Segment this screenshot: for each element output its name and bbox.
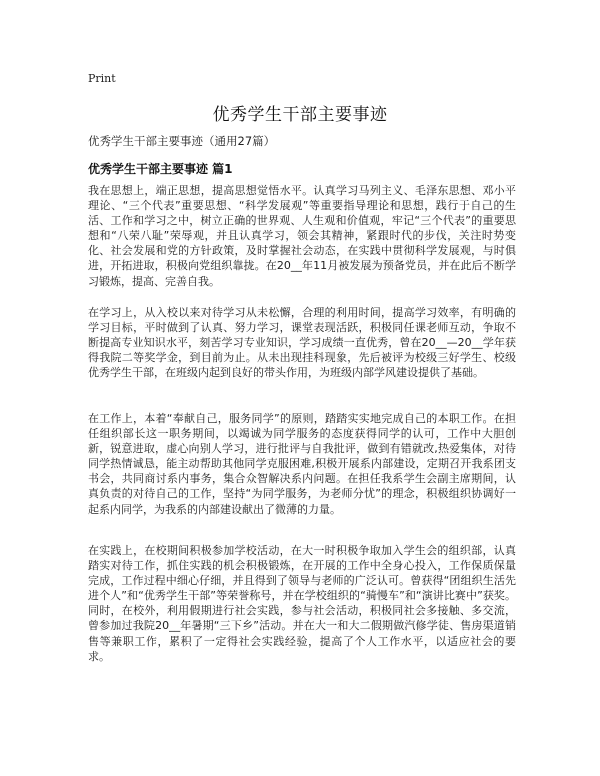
- document-title: 优秀学生干部主要事迹: [212, 105, 388, 125]
- paragraph-study: 在学习上，从入校以来对待学习从未松懈，合理的利用时间，提高学习效率，有明确的学习目标，平时做到了认真、努力学习，课堂表现活跃，积极同任课老师互动，争取不断提高专业知识水平，刻苦学习专业知识，学习成绩一直优秀，曾在20__—20__学年获得我院二等奖学金，到目前为止。从未出现挂科现象，先后被评为校级三好学生、校级优秀学生干部，在班级内起到良好的带头作用，为班级内部学风建设提供了基础。: [88, 306, 516, 380]
- section-heading: 优秀学生干部主要事迹 篇1: [88, 162, 233, 176]
- paragraph-ideology: 我在思想上，端正思想，提高思想觉悟水平。认真学习马列主义、毛泽东思想、邓小平理论、“三个代表”重要思想、“科学发展观”等重要指导理论和思想，践行于自己的生活、工作和学习之中，树立正确的世界观、人生观和价值观，牢记“三个代表”的重要思想和“八荣八耻”荣辱观，并且认真学习，领会其精神，紧跟时代的步伐，关注时势变化、社会发展和党的方针政策，及时掌握社会动态，在实践中贯彻科学发展观，与时俱进，开拓进取，积极向党组织靠拢。在20__年11月被发展为预备党员，并在此后不断学习锻炼，提高、完善自我。: [88, 184, 516, 288]
- paragraph-work: 在工作上，本着“奉献自己，服务同学”的原则，踏踏实实地完成自己的本职工作。在担任组织部长这一职务期间，以竭诚为同学服务的态度获得同学的认可，工作中大胆创新，锐意进取，虚心向别人学习，进行批评与自我批评，做到有错就改,热爱集体，对待同学热情诚恳，能主动帮助其他同学克服困难,积极开展系内部建设，定期召开我系团支书会，共同商讨系内事务，集合众智解决系内问题。在担任我系学生会副主席期间，认真负责的对待自己的工作，坚持“为同学服务，为老师分忧”的理念，积极组织协调好一起系内同学，为我系的内部建设献出了微薄的力量。: [88, 412, 516, 516]
- document-subtitle: 优秀学生干部主要事迹（通用27篇）: [88, 134, 276, 148]
- paragraph-practice: 在实践上，在校期间积极参加学校活动，在大一时积极争取加入学生会的组织部，认真踏实对待工作，抓住实践的机会积极锻炼，在开展的工作中全身心投入，工作保质保量完成，工作过程中细心仔细，并且得到了领导与老师的广泛认可。曾获得“团组织生活先进个人”和“优秀学生干部”等荣誉称号，并在学校组织的“骑慢车”和“演讲比赛中”获奖。同时，在校外，利用假期进行社会实践，参与社会活动，积极同社会多接触、多交流，曾参加过我院20__年暑期“三下乡”活动。并在大一和大二假期做汽修学徒、售房渠道销售等兼职工作，累积了一定得社会实践经验，提高了个人工作水平，以适应社会的要求。: [88, 544, 516, 663]
- print-link[interactable]: Print: [88, 72, 116, 85]
